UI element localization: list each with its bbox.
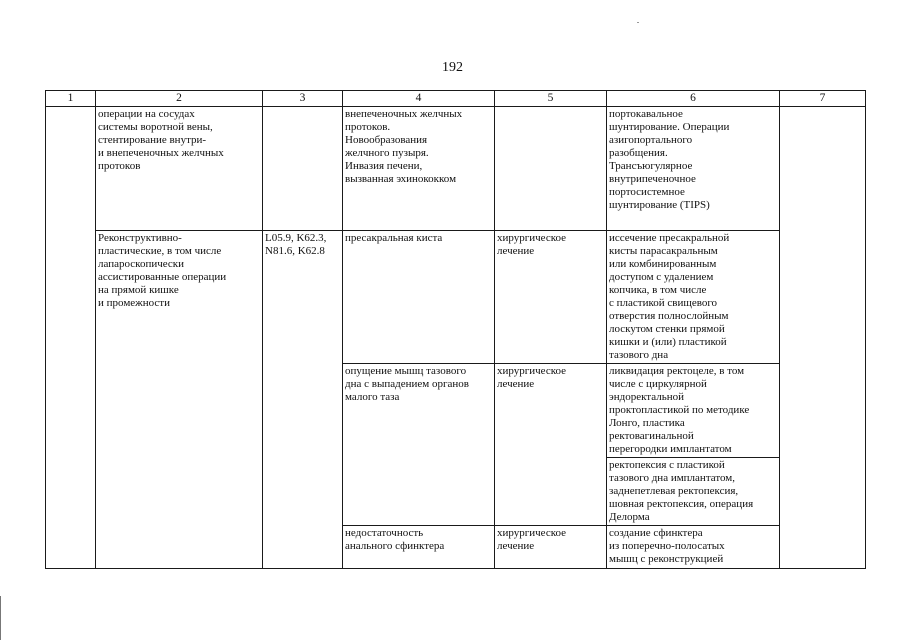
table-cell-col3: [263, 107, 343, 231]
table-cell-col4: [343, 231, 495, 364]
diagnosis-text: опущение мышц тазового дна с выпадением органов малого таза: [345, 365, 469, 403]
header-col-7: 7: [780, 91, 866, 107]
table-cell-col1: [46, 107, 96, 569]
table-row: [46, 107, 866, 231]
method-text: портокавальное шунтирование. Операции азигопортального разобщения. Трансъюгулярное внутрипеченочное портосистемное шунтирование (TIPS): [609, 108, 730, 211]
table-cell-col6: [607, 458, 780, 526]
procedures-table: [45, 90, 866, 569]
method-text: создание сфинктера из поперечно-полосатых мышц с реконструкцией: [609, 527, 725, 565]
header-row: [46, 91, 866, 107]
table-cell-col5: [495, 107, 607, 231]
treatment-type-text: хирургическое лечение: [497, 232, 567, 257]
table-cell-col5: [495, 364, 607, 526]
page-number: 192: [442, 60, 463, 75]
diagnosis-text: пресакральная киста: [345, 232, 443, 244]
header-col-3: 3: [263, 91, 343, 107]
header-col-2: 2: [96, 91, 263, 107]
table-cell-col7: [780, 107, 866, 569]
table-cell-col6: [607, 231, 780, 364]
scan-edge: [0, 596, 1, 640]
treatment-type-text: хирургическое лечение: [497, 365, 567, 390]
intervention-text: операции на сосудах системы воротной вены, стентирование внутри- и внепеченочных желчных протоков: [98, 108, 224, 172]
table-cell-col6: [607, 107, 780, 231]
method-text: ликвидация ректоцеле, в том числе с циркулярной эндоректальной проктопластикой по методике Лонго, пластика ректовагинальной перегородки имплантатом: [609, 365, 750, 455]
method-text: ректопексия с пластикой тазового дна имплантатом, заднепетлевая ректопексия, шовная ректопексия, операция Делорма: [609, 459, 754, 523]
table-cell-col4: [343, 364, 495, 526]
table-cell-col6: [607, 526, 780, 569]
scan-mark: [637, 22, 639, 23]
table-cell-col2: [96, 231, 263, 569]
table-row: [46, 231, 866, 364]
table-cell-col4: [343, 526, 495, 569]
icd-codes-text: L05.9, K62.3, N81.6, K62.8: [265, 232, 327, 257]
table-cell-col5: [495, 231, 607, 364]
treatment-type-text: хирургическое лечение: [497, 527, 567, 552]
table-cell-col4: [343, 107, 495, 231]
table-cell-col5: [495, 526, 607, 569]
header-col-1: 1: [46, 91, 96, 107]
method-text: иссечение пресакральной кисты парасакральным или комбинированным доступом с удалением копчика, в том числе с пластикой свищевого отверстия полнослойным лоскутом стенки прямой кишки и (или) пластикой тазового дна: [609, 232, 730, 361]
header-col-4: 4: [343, 91, 495, 107]
header-col-6: 6: [607, 91, 780, 107]
header-col-5: 5: [495, 91, 607, 107]
diagnosis-text: внепеченочных желчных протоков. Новообразования желчного пузыря. Инвазия печени, вызванная эхинококком: [345, 108, 463, 185]
intervention-text: Реконструктивно- пластические, в том числе лапароскопически ассистированные операции на прямой кишке и промежности: [98, 232, 227, 309]
table-cell-col3: [263, 231, 343, 569]
table-cell-col6: [607, 364, 780, 458]
table-cell-col2: [96, 107, 263, 231]
diagnosis-text: недостаточность анального сфинктера: [345, 527, 445, 552]
